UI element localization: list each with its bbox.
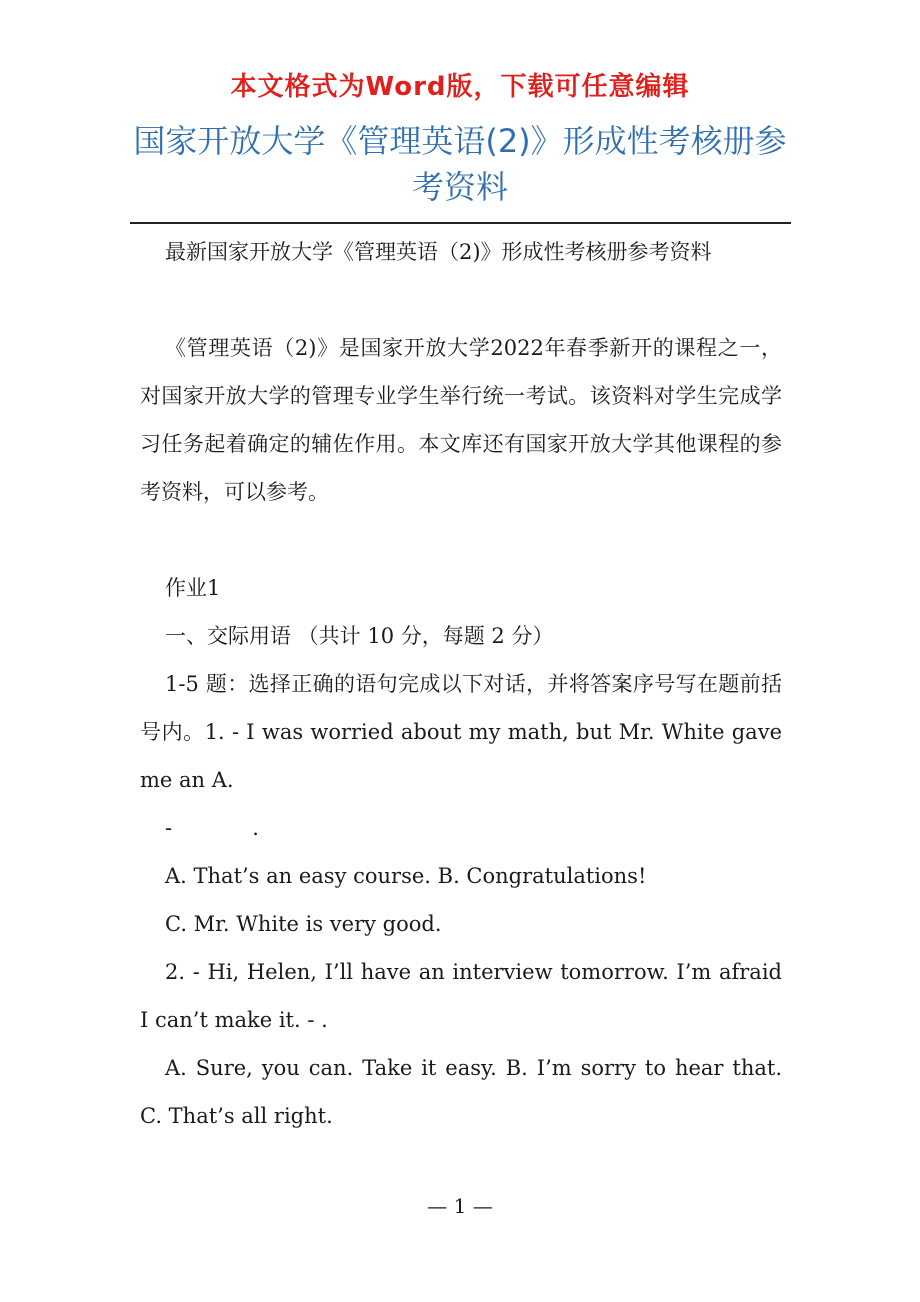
question-2-options: A. Sure, you can. Take it easy. B. I’m sorry to hear that. C. That’s all right.	[140, 1056, 782, 1128]
intro-paragraph: 最新国家开放大学《管理英语（2)》形成性考核册参考资料	[165, 240, 712, 264]
paragraph-gap	[140, 516, 782, 564]
document-body	[140, 228, 782, 1140]
description-paragraph: 《管理英语（2)》是国家开放大学2022年春季新开的课程之一，对国家开放大学的管理专业学生举行统一考试。该资料对学生完成学习任务起着确定的辅佐作用。本文库还有国家开放大学其他课程的参考资料，可以参考。	[140, 336, 782, 504]
format-banner: 本文格式为Word版，下载可任意编辑	[230, 72, 690, 102]
section-heading: 一、交际用语 （共计 10 分，每题 2 分）	[165, 624, 554, 648]
question-1-option-c: C. Mr. White is very good.	[165, 912, 442, 936]
answer-blank: - .	[165, 816, 259, 840]
instruction-paragraph: 1-5 题：选择正确的语句完成以下对话，并将答案序号写在题前括号内。1. - I was worried about my math, but Mr. White gave me an A.	[140, 672, 782, 792]
question-1-options-ab: A. That’s an easy course. B. Congratulations!	[165, 864, 647, 888]
title-divider	[130, 222, 791, 224]
document-title: 国家开放大学《管理英语(2)》形成性考核册参考资料	[133, 122, 787, 206]
assignment-heading: 作业1	[165, 576, 221, 600]
question-2: 2. - Hi, Helen, I’ll have an interview tomorrow. I’m afraid I can’t make it. - .	[140, 960, 782, 1032]
paragraph-gap	[140, 276, 782, 324]
page-number: — 1 —	[427, 1194, 493, 1218]
